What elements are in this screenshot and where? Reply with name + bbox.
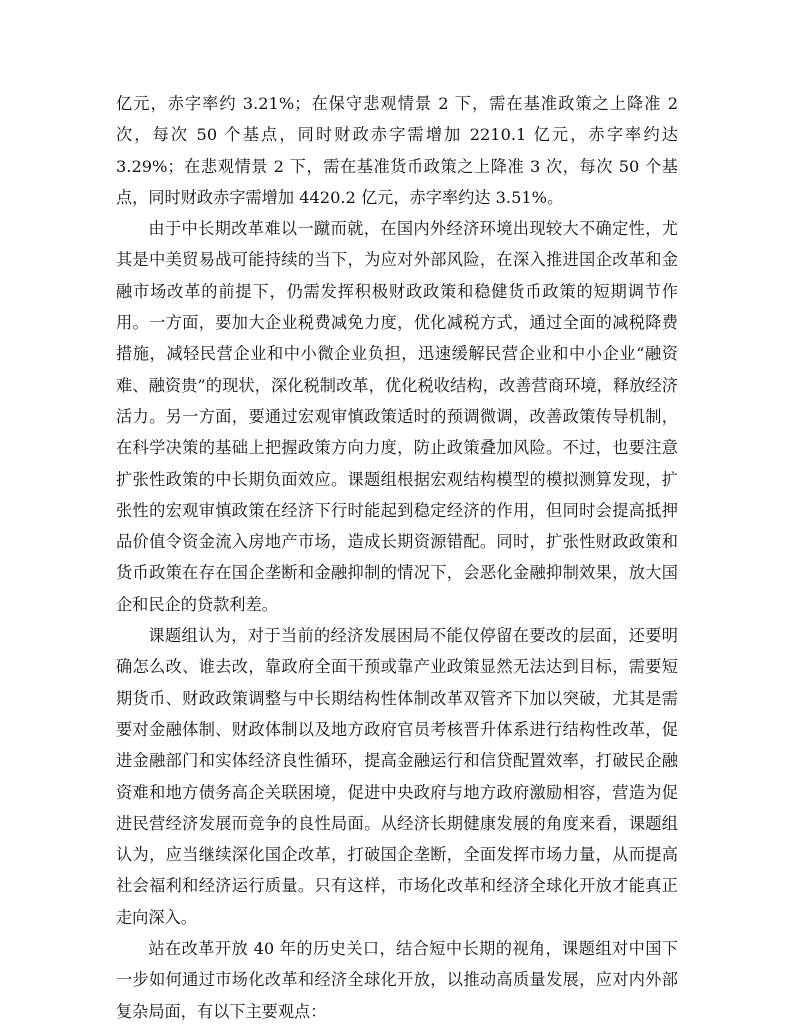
paragraph-2: 由于中长期改革难以一蹴而就，在国内外经济环境出现较大不确定性，尤其是中美贸易战可能持续的当下，为应对外部风险，在深入推进国企改革和金融市场改革的前提下，仍需发挥积极财政政策和稳健货币政策的短期调节作用。一方面，要加大企业税费减免力度，优化减税方式，通过全面的减税降费措施，减轻民营企业和中小微企业负担，迅速缓解民营企业和中小企业“融资难、融资贵”的现状，深化税制改革，优化税收结构，改善营商环境，释放经济活力。另一方面，要通过宏观审慎政策适时的预调微调，改善政策传导机制，在科学决策的基础上把握政策方向力度，防止政策叠加风险。不过，也要注意扩张性政策的中长期负面效应。课题组根据宏观结构模型的模拟测算发现，扩张性的宏观审慎政策在经济下行时能起到稳定经济的作用，但同时会提高抵押品价值令资金流入房地产市场，造成长期资源错配。同时，扩张性财政政策和货币政策在存在国企垄断和金融抑制的情况下，会恶化金融抑制效果，放大国企和民企的贷款利差。	[116, 219, 678, 614]
paragraph-3: 课题组认为，对于当前的经济发展困局不能仅停留在要改的层面，还要明确怎么改、谁去改，靠政府全面干预或靠产业政策显然无法达到目标，需要短期货币、财政政策调整与中长期结构性体制改革双管齐下加以突破，尤其是需要对金融体制、财政体制以及地方政府官员考核晋升体系进行结构性改革，促进金融部门和实体经济良性循环，提高金融运行和信贷配置效率，打破民企融资难和地方债务高企关联困境，促进中央政府与地方政府激励相容，营造为促进民营经济发展而竞争的良性局面。从经济长期健康发展的角度来看，课题组认为，应当继续深化国企改革，打破国企垄断，全面发挥市场力量，从而提高社会福利和经济运行质量。只有这样，市场化改革和经济全球化开放才能真正走向深入。	[116, 626, 678, 927]
paragraph-1: 亿元，赤字率约 3.21%；在保守悲观情景 2 下，需在基准政策之上降准 2 次，每次 50 个基点，同时财政赤字需增加 2210.1 亿元，赤字率约达 3.29%；在悲观情景 2 下，需在基准货币政策之上降准 3 次，每次 50 个基点，同时财政赤字需增加 4420.2 亿元，赤字率约达 3.51%。	[116, 94, 678, 207]
document-page	[116, 88, 678, 1027]
paragraph-4: 站在改革开放 40 年的历史关口，结合短中长期的视角，课题组对中国下一步如何通过市场化改革和经济全球化开放，以推动高质量发展，应对内外部复杂局面，有以下主要观点：	[116, 939, 678, 1021]
